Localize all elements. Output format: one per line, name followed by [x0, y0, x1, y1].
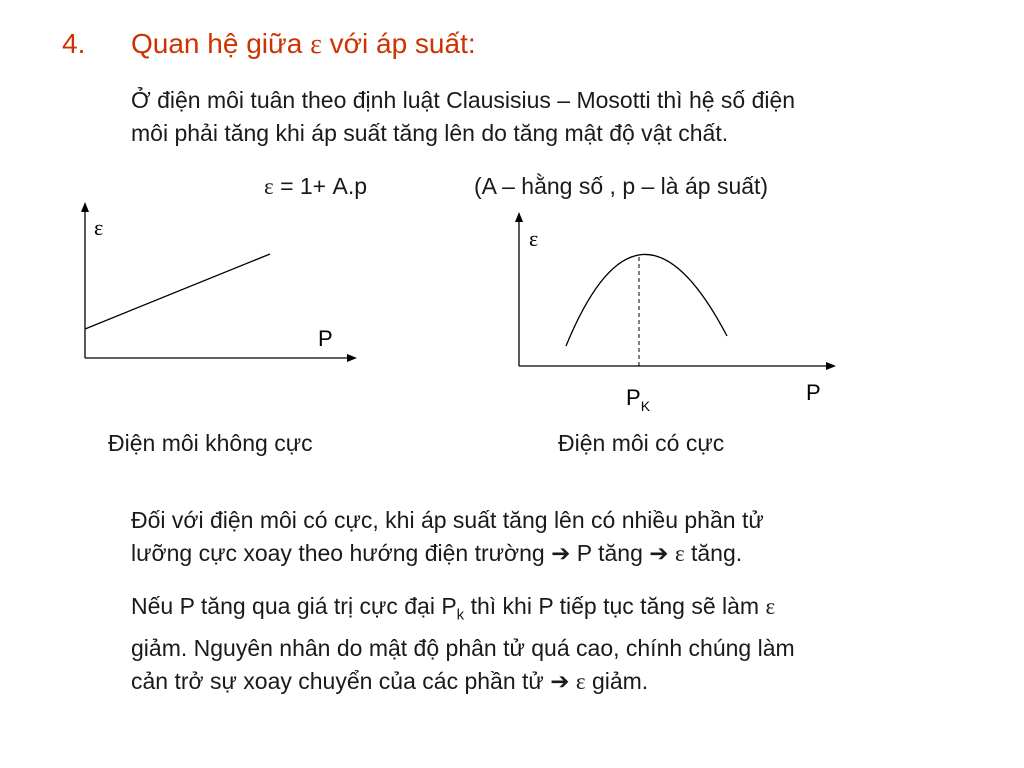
caption-polar: Điện môi có cực: [558, 430, 725, 456]
polar-line-2: lưỡng cực xoay theo hướng điện trường ➔ P tăng ➔ ε tăng.: [131, 540, 743, 566]
polar-paragraph: [131, 504, 1011, 570]
title-number: 4.: [62, 28, 86, 59]
peak-line-1: Nếu P tăng qua giá trị cực đại $P_k$ thì khi P tiếp tục tăng sẽ làm ε: [131, 593, 776, 624]
formula-note: (A – hằng số , p – là áp suất): [474, 173, 769, 199]
slide-title-text: [131, 28, 476, 61]
x-axis-label: P: [318, 326, 333, 351]
peak-paragraph: [131, 590, 1011, 698]
caption-nonpolar: Điện môi không cực: [108, 430, 313, 456]
x-axis-arrow: [347, 354, 357, 362]
arrow-icon: ➔: [550, 667, 570, 694]
y-axis-arrow: [515, 212, 523, 222]
peak-label-sub: K: [640, 398, 651, 414]
epsilon-symbol: ε: [310, 29, 322, 60]
arrow-icon: ➔: [551, 540, 571, 566]
polar-line-1: Đối với điện môi có cực, khi áp suất tăng lên có nhiều phần tử: [131, 507, 764, 533]
peak-label: $P_K$: [626, 385, 651, 414]
title-text-before: Quan hệ giữa: [131, 28, 303, 59]
y-axis-label: ε: [529, 226, 539, 251]
title-text-after: với áp suất:: [329, 28, 476, 59]
peak-line-2: giảm. Nguyên nhân do mật độ phân tử quá cao, chính chúng làm: [131, 634, 795, 661]
arrow-icon: ➔: [649, 540, 669, 566]
y-axis-label: ε: [94, 215, 104, 240]
graph-polar: [500, 208, 840, 418]
slide-title: [62, 28, 85, 60]
y-axis-arrow: [81, 202, 89, 212]
epsilon-symbol: ε: [674, 541, 685, 566]
x-axis-arrow: [826, 362, 836, 370]
graph-nonpolar: [60, 200, 360, 380]
intro-line-1: Ở điện môi tuân theo định luật Clausisius – Mosotti thì hệ số điện: [131, 87, 796, 113]
formula-expression: = 1+ A.p: [280, 173, 368, 199]
epsilon-peak-curve: [566, 254, 727, 346]
epsilon-symbol: ε: [765, 594, 776, 619]
intro-paragraph: [131, 84, 1011, 150]
epsilon-symbol: ε: [575, 668, 586, 694]
peak-line-3: cản trở sự xoay chuyển của các phần tử ➔ ε giảm.: [131, 667, 649, 694]
formula-epsilon: ε: [264, 174, 274, 199]
intro-line-2: môi phải tăng khi áp suất tăng lên do tăng mật độ vật chất.: [131, 120, 729, 146]
epsilon-linear-curve: [85, 254, 270, 329]
pk-subscript: k: [456, 606, 465, 624]
formula: [264, 170, 367, 203]
x-axis-label: P: [806, 380, 821, 405]
